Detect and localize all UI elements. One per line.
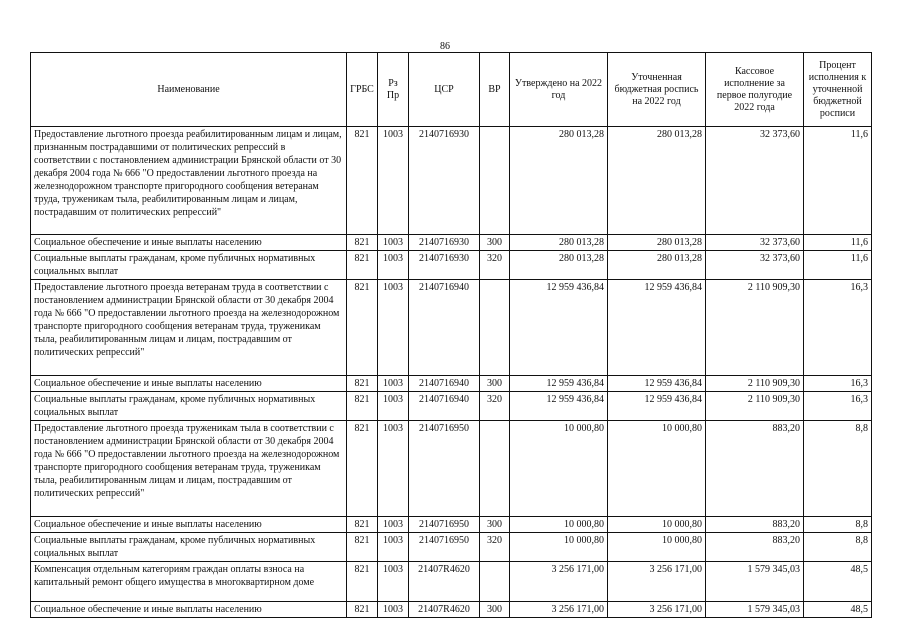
row-cash: 883,20 bbox=[706, 421, 804, 517]
header-row bbox=[31, 53, 872, 127]
row-csr: 2140716930 bbox=[409, 127, 480, 235]
row-name: Социальное обеспечение и иные выплаты населению bbox=[31, 376, 347, 392]
row-cash: 883,20 bbox=[706, 533, 804, 562]
row-approved: 12 959 436,84 bbox=[510, 392, 608, 421]
row-vr: 300 bbox=[480, 376, 510, 392]
row-grbs: 821 bbox=[347, 280, 378, 376]
row-adjusted: 3 256 171,00 bbox=[608, 602, 706, 618]
row-approved: 280 013,28 bbox=[510, 235, 608, 251]
row-percent: 11,6 bbox=[804, 127, 872, 235]
row-rzpr: 1003 bbox=[378, 517, 409, 533]
table-row bbox=[31, 251, 872, 280]
row-vr bbox=[480, 127, 510, 235]
row-vr bbox=[480, 562, 510, 602]
row-percent: 16,3 bbox=[804, 392, 872, 421]
table-row bbox=[31, 235, 872, 251]
row-cash: 2 110 909,30 bbox=[706, 376, 804, 392]
table-row bbox=[31, 602, 872, 618]
row-name: Социальные выплаты гражданам, кроме публичных нормативных социальных выплат bbox=[31, 533, 347, 562]
header-csr: ЦСР bbox=[409, 53, 480, 127]
row-adjusted: 3 256 171,00 bbox=[608, 562, 706, 602]
row-adjusted: 10 000,80 bbox=[608, 421, 706, 517]
row-name: Предоставление льготного проезда ветеранам труда в соответствии с постановлением администрации Брянской области от 30 декабря 2004 года № 666 "О предоставлении льготного проезда на железнодорожном транспорте пригородного сообщения ветеранам труда, труженикам тыла, реабилитированным лицам и лицам, пострадавшим от политических репрессий" bbox=[31, 280, 347, 376]
row-vr: 300 bbox=[480, 602, 510, 618]
row-adjusted: 280 013,28 bbox=[608, 251, 706, 280]
row-percent: 11,6 bbox=[804, 251, 872, 280]
row-adjusted: 10 000,80 bbox=[608, 517, 706, 533]
row-name: Социальное обеспечение и иные выплаты населению bbox=[31, 517, 347, 533]
row-grbs: 821 bbox=[347, 517, 378, 533]
table-row bbox=[31, 127, 872, 235]
table-row bbox=[31, 392, 872, 421]
row-rzpr: 1003 bbox=[378, 376, 409, 392]
row-grbs: 821 bbox=[347, 562, 378, 602]
row-rzpr: 1003 bbox=[378, 251, 409, 280]
row-vr: 320 bbox=[480, 251, 510, 280]
row-percent: 16,3 bbox=[804, 376, 872, 392]
row-grbs: 821 bbox=[347, 376, 378, 392]
row-percent: 8,8 bbox=[804, 517, 872, 533]
header-cash: Кассовое исполнение за первое полугодие 2022 года bbox=[706, 53, 804, 127]
row-percent: 16,3 bbox=[804, 280, 872, 376]
row-cash: 1 579 345,03 bbox=[706, 562, 804, 602]
row-vr: 300 bbox=[480, 517, 510, 533]
row-percent: 8,8 bbox=[804, 421, 872, 517]
table-row bbox=[31, 517, 872, 533]
row-rzpr: 1003 bbox=[378, 421, 409, 517]
row-rzpr: 1003 bbox=[378, 602, 409, 618]
row-csr: 2140716940 bbox=[409, 280, 480, 376]
row-csr: 2140716930 bbox=[409, 235, 480, 251]
page-number: 86 bbox=[440, 41, 450, 52]
row-cash: 2 110 909,30 bbox=[706, 280, 804, 376]
row-name: Социальные выплаты гражданам, кроме публичных нормативных социальных выплат bbox=[31, 251, 347, 280]
row-rzpr: 1003 bbox=[378, 392, 409, 421]
row-percent: 48,5 bbox=[804, 562, 872, 602]
row-approved: 3 256 171,00 bbox=[510, 562, 608, 602]
row-vr: 320 bbox=[480, 392, 510, 421]
header-name: Наименование bbox=[31, 53, 347, 127]
header-vr: ВР bbox=[480, 53, 510, 127]
row-grbs: 821 bbox=[347, 235, 378, 251]
header-percent: Процент исполнения к уточненной бюджетной росписи bbox=[804, 53, 872, 127]
row-grbs: 821 bbox=[347, 602, 378, 618]
row-cash: 32 373,60 bbox=[706, 251, 804, 280]
row-grbs: 821 bbox=[347, 421, 378, 517]
row-adjusted: 280 013,28 bbox=[608, 127, 706, 235]
row-vr bbox=[480, 280, 510, 376]
row-cash: 1 579 345,03 bbox=[706, 602, 804, 618]
budget-table bbox=[30, 52, 872, 618]
row-rzpr: 1003 bbox=[378, 280, 409, 376]
row-grbs: 821 bbox=[347, 533, 378, 562]
header-rzpr: Рз Пр bbox=[378, 53, 409, 127]
row-name: Социальные выплаты гражданам, кроме публичных нормативных социальных выплат bbox=[31, 392, 347, 421]
row-approved: 3 256 171,00 bbox=[510, 602, 608, 618]
row-adjusted: 280 013,28 bbox=[608, 235, 706, 251]
row-percent: 8,8 bbox=[804, 533, 872, 562]
row-approved: 280 013,28 bbox=[510, 251, 608, 280]
row-csr: 21407R4620 bbox=[409, 602, 480, 618]
row-adjusted: 10 000,80 bbox=[608, 533, 706, 562]
table-row bbox=[31, 562, 872, 602]
row-name: Социальное обеспечение и иные выплаты населению bbox=[31, 602, 347, 618]
row-cash: 2 110 909,30 bbox=[706, 392, 804, 421]
row-rzpr: 1003 bbox=[378, 127, 409, 235]
row-grbs: 821 bbox=[347, 127, 378, 235]
row-cash: 883,20 bbox=[706, 517, 804, 533]
header-adjusted: Уточненная бюджетная роспись на 2022 год bbox=[608, 53, 706, 127]
row-adjusted: 12 959 436,84 bbox=[608, 392, 706, 421]
header-approved: Утверждено на 2022 год bbox=[510, 53, 608, 127]
row-percent: 48,5 bbox=[804, 602, 872, 618]
header-grbs: ГРБС bbox=[347, 53, 378, 127]
table-row bbox=[31, 533, 872, 562]
row-approved: 10 000,80 bbox=[510, 533, 608, 562]
row-approved: 280 013,28 bbox=[510, 127, 608, 235]
row-vr bbox=[480, 421, 510, 517]
row-rzpr: 1003 bbox=[378, 533, 409, 562]
row-grbs: 821 bbox=[347, 392, 378, 421]
row-vr: 320 bbox=[480, 533, 510, 562]
row-percent: 11,6 bbox=[804, 235, 872, 251]
row-csr: 2140716940 bbox=[409, 376, 480, 392]
row-cash: 32 373,60 bbox=[706, 127, 804, 235]
row-name: Социальное обеспечение и иные выплаты населению bbox=[31, 235, 347, 251]
table-row bbox=[31, 280, 872, 376]
row-csr: 2140716930 bbox=[409, 251, 480, 280]
row-cash: 32 373,60 bbox=[706, 235, 804, 251]
row-name: Предоставление льготного проезда труженикам тыла в соответствии с постановлением администрации Брянской области от 30 декабря 2004 года № 666 "О предоставлении льготного проезда на железнодорожном транспорте пригородного сообщения ветеранам труда, труженикам тыла, реабилитированным лицам и лицам, пострадавшим от политических репрессий" bbox=[31, 421, 347, 517]
row-name: Предоставление льготного проезда реабилитированным лицам и лицам, признанным пострадавшими от политических репрессий в соответствии с постановлением администрации Брянской области от 30 декабря 2004 года № 666 "О предоставлении льготного проезда на железнодорожном транспорте пригородного сообщения ветеранам труда, труженикам тыла, реабилитированным лицам и лицам, пострадавшим от политических репрессий" bbox=[31, 127, 347, 235]
row-csr: 2140716950 bbox=[409, 517, 480, 533]
table-row bbox=[31, 421, 872, 517]
row-csr: 2140716940 bbox=[409, 392, 480, 421]
row-approved: 10 000,80 bbox=[510, 517, 608, 533]
row-grbs: 821 bbox=[347, 251, 378, 280]
row-approved: 10 000,80 bbox=[510, 421, 608, 517]
row-csr: 2140716950 bbox=[409, 421, 480, 517]
row-name: Компенсация отдельным категориям граждан оплаты взноса на капитальный ремонт общего имущества в многоквартирном доме bbox=[31, 562, 347, 602]
row-csr: 2140716950 bbox=[409, 533, 480, 562]
row-adjusted: 12 959 436,84 bbox=[608, 376, 706, 392]
row-adjusted: 12 959 436,84 bbox=[608, 280, 706, 376]
row-csr: 21407R4620 bbox=[409, 562, 480, 602]
row-approved: 12 959 436,84 bbox=[510, 376, 608, 392]
table-row bbox=[31, 376, 872, 392]
row-vr: 300 bbox=[480, 235, 510, 251]
row-approved: 12 959 436,84 bbox=[510, 280, 608, 376]
row-rzpr: 1003 bbox=[378, 235, 409, 251]
row-rzpr: 1003 bbox=[378, 562, 409, 602]
